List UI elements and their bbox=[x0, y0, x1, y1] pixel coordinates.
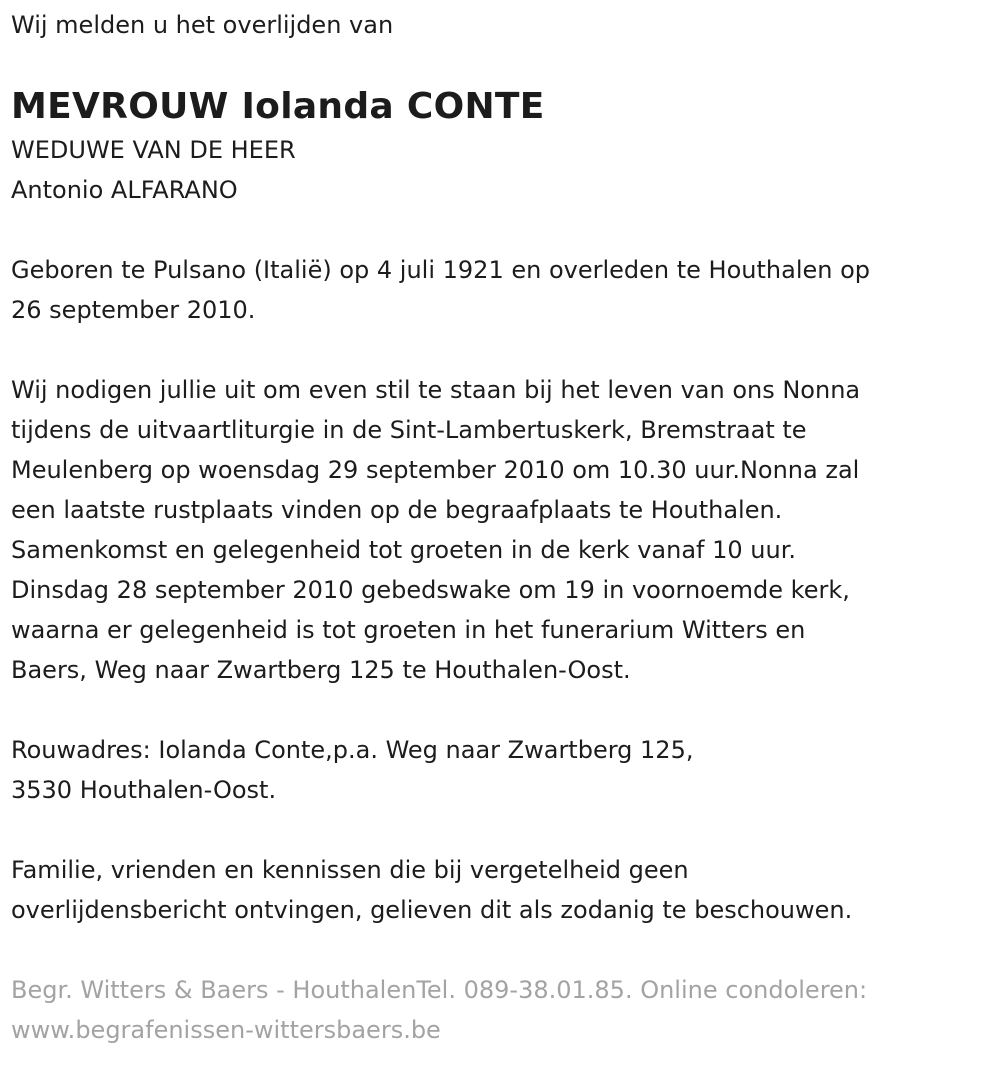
paragraph-line: een laatste rustplaats vinden op de begraafplaats te Houthalen. bbox=[11, 496, 783, 524]
paragraph-line: 3530 Houthalen-Oost. bbox=[11, 776, 277, 804]
birth-death-paragraph bbox=[11, 250, 1000, 330]
paragraph-line: tijdens de uitvaartliturgie in de Sint-Lambertuskerk, Bremstraat te bbox=[11, 416, 807, 444]
paragraph-line: overlijdensbericht ontvingen, gelieven dit als zodanig te beschouwen. bbox=[11, 896, 853, 924]
notice-paragraph bbox=[11, 850, 1000, 930]
paragraph-line: Meulenberg op woensdag 29 september 2010 om 10.30 uur.Nonna zal bbox=[11, 456, 860, 484]
paragraph-line: waarna er gelegenheid is tot groeten in het funerarium Witters en bbox=[11, 616, 806, 644]
paragraph-line: Familie, vrienden en kennissen die bij vergetelheid geen bbox=[11, 856, 689, 884]
funeral-home-footer bbox=[11, 970, 1000, 1050]
spouse-name: Antonio ALFARANO bbox=[11, 176, 238, 204]
paragraph-line: Wij nodigen jullie uit om even stil te staan bij het leven van ons Nonna bbox=[11, 376, 861, 404]
intro-text: Wij melden u het overlijden van bbox=[11, 11, 394, 39]
paragraph-line: Baers, Weg naar Zwartberg 125 te Houthalen-Oost. bbox=[11, 656, 631, 684]
mourning-address bbox=[11, 730, 1000, 810]
paragraph-line: Samenkomst en gelegenheid tot groeten in de kerk vanaf 10 uur. bbox=[11, 536, 797, 564]
service-paragraph bbox=[11, 370, 1000, 690]
footer-website: www.begrafenissen-wittersbaers.be bbox=[11, 1016, 441, 1044]
footer-line: Begr. Witters & Baers - HouthalenTel. 089-38.01.85. Online condoleren: bbox=[11, 976, 868, 1004]
deceased-name: MEVROUW Iolanda CONTE bbox=[11, 86, 545, 127]
relation-text: WEDUWE VAN DE HEER bbox=[11, 136, 296, 164]
paragraph-line: Rouwadres: Iolanda Conte,p.a. Weg naar Zwartberg 125, bbox=[11, 736, 694, 764]
paragraph-line: Dinsdag 28 september 2010 gebedswake om 19 in voornoemde kerk, bbox=[11, 576, 850, 604]
paragraph-line: 26 september 2010. bbox=[11, 296, 256, 324]
paragraph-line: Geboren te Pulsano (Italië) op 4 juli 1921 en overleden te Houthalen op bbox=[11, 256, 871, 284]
